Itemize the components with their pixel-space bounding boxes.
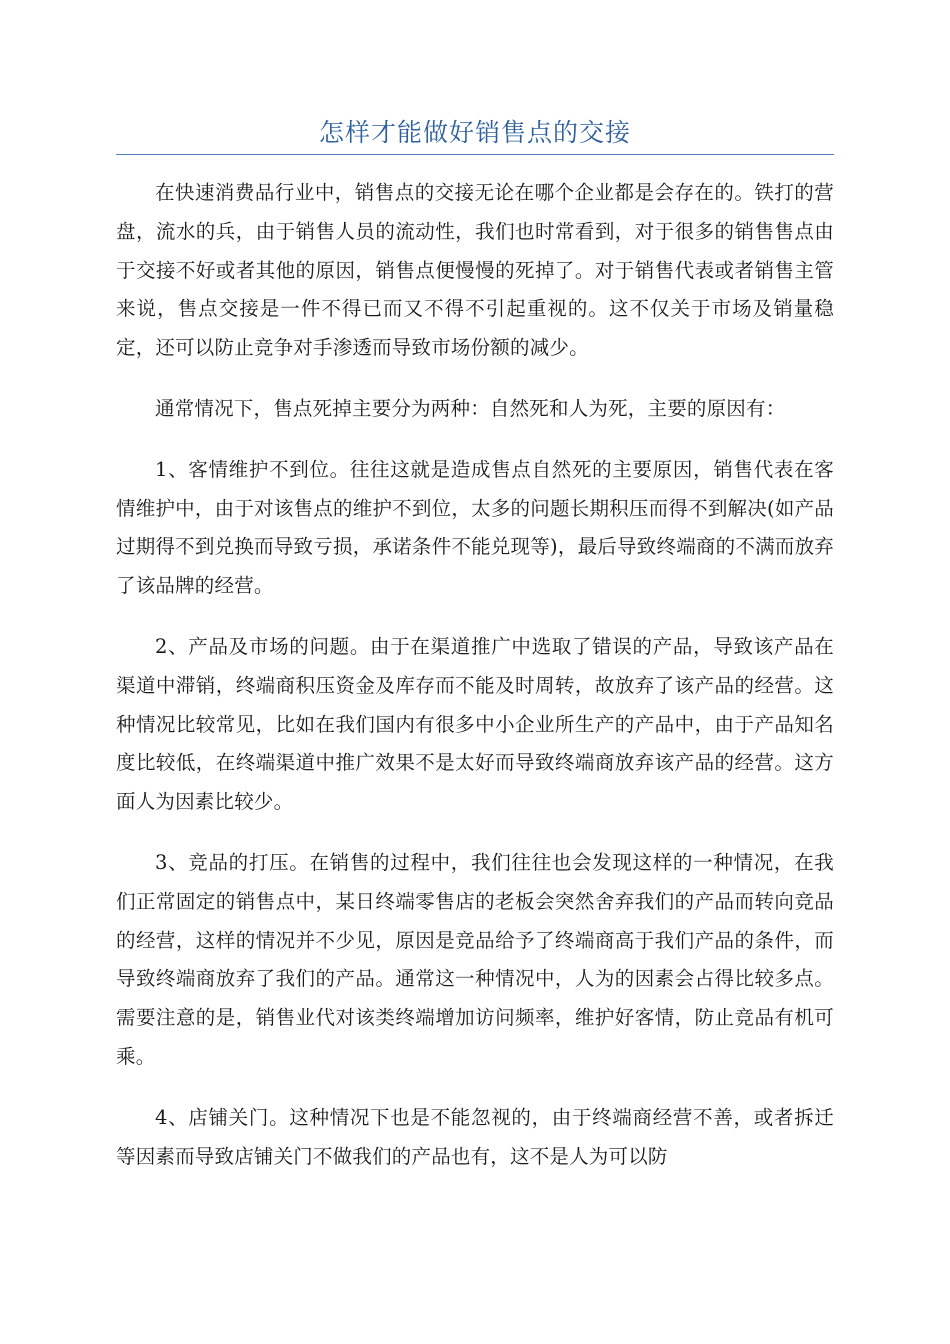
paragraph-item-1: 1、客情维护不到位。往往这就是造成售点自然死的主要原因，销售代表在客情维护中，由于对该售点的维护不到位，太多的问题长期积压而得不到解决(如产品过期得不到兑换而导致亏损，承诺条件不能兑现等)，最后导致终端商的不满而放弃了该品牌的经营。 xyxy=(116,457,834,598)
document-title: 怎样才能做好销售点的交接 xyxy=(116,116,834,155)
document-body xyxy=(116,174,834,1176)
paragraph-item-3: 3、竞品的打压。在销售的过程中，我们往往也会发现这样的一种情况，在我们正常固定的销售点中，某日终端零售店的老板会突然舍弃我们的产品而转向竞品的经营，这样的情况并不少见，原因是竞品给予了终端商高于我们产品的条件，而导致终端商放弃了我们的产品。通常这一种情况中，人为的因素会占得比较多点。需要注意的是，销售业代对该类终端增加访问频率，维护好客情，防止竞品有机可乘。 xyxy=(116,850,834,1068)
paragraph-causes: 通常情况下，售点死掉主要分为两种：自然死和人为死，主要的原因有： xyxy=(155,396,786,420)
paragraph-intro: 在快速消费品行业中，销售点的交接无论在哪个企业都是会存在的。铁打的营盘，流水的兵，由于销售人员的流动性，我们也时常看到，对于很多的销售售点由于交接不好或者其他的原因，销售点便慢慢的死掉了。对于销售代表或者销售主管来说，售点交接是一件不得已而又不得不引起重视的。这不仅关于市场及销量稳定，还可以防止竞争对手渗透而导致市场份额的减少。 xyxy=(116,181,834,360)
document-page xyxy=(116,0,834,1198)
paragraph-item-2: 2、产品及市场的问题。由于在渠道推广中选取了错误的产品，导致该产品在渠道中滞销，终端商积压资金及库存而不能及时周转，故放弃了该产品的经营。这种情况比较常见，比如在我们国内有很多中小企业所生产的产品中，由于产品知名度比较低，在终端渠道中推广效果不是太好而导致终端商放弃该产品的经营。这方面人为因素比较少。 xyxy=(116,634,834,814)
paragraph-item-4: 4、店铺关门。这种情况下也是不能忽视的，由于终端商经营不善，或者拆迁等因素而导致店铺关门不做我们的产品也有，这不是人为可以防 xyxy=(116,1105,834,1168)
